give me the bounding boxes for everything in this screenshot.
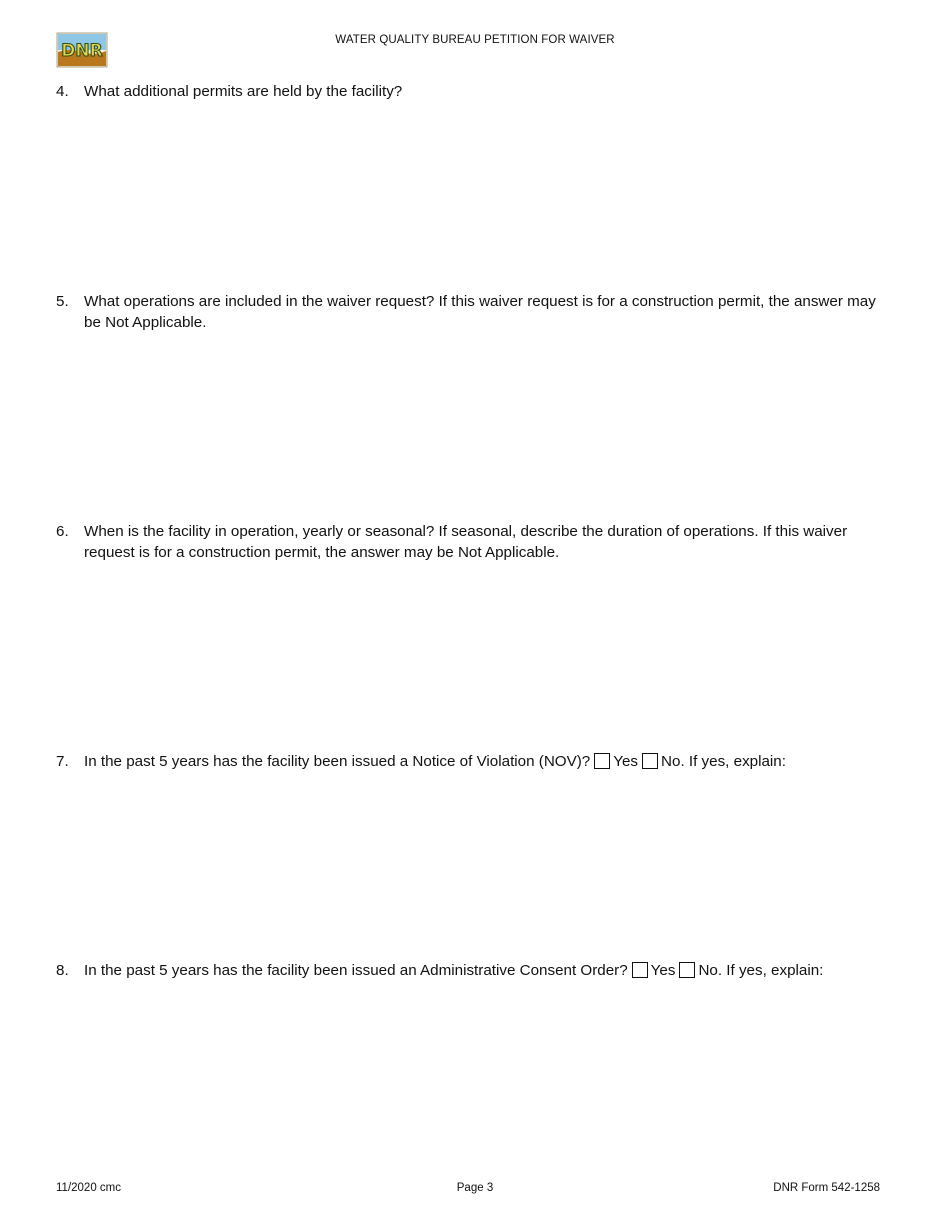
question-7 (56, 751, 886, 772)
question-text (84, 960, 886, 981)
question-8 (56, 960, 886, 981)
question-5 (56, 291, 886, 333)
page-header-title: WATER QUALITY BUREAU PETITION FOR WAIVER (335, 34, 615, 46)
yes-label: Yes (613, 753, 639, 770)
question-prompt: In the past 5 years has the facility been issued an Administrative Consent Order? (84, 962, 628, 979)
footer-page-number: Page 3 (456, 1182, 494, 1194)
question-number: 6. (56, 523, 69, 540)
question-6 (56, 521, 886, 563)
question-number: 7. (56, 753, 69, 770)
nov-no-checkbox[interactable] (642, 753, 658, 769)
aco-no-checkbox[interactable] (679, 962, 695, 978)
question-number: 5. (56, 293, 69, 310)
question-text (84, 751, 886, 772)
aco-yes-checkbox[interactable] (632, 962, 648, 978)
nov-yes-checkbox[interactable] (594, 753, 610, 769)
no-label: No. If yes, explain: (661, 753, 786, 770)
question-prompt: In the past 5 years has the facility been issued a Notice of Violation (NOV)? (84, 753, 591, 770)
yes-label: Yes (650, 962, 676, 979)
question-number: 8. (56, 962, 69, 979)
footer-form-number: DNR Form 542-1258 (773, 1182, 880, 1194)
no-label: No. If yes, explain: (698, 962, 824, 979)
footer-revision: 11/2020 cmc (56, 1182, 121, 1194)
question-text: What operations are included in the waiver request? If this waiver request is for a construction permit, the answer may be Not Applicable. (84, 293, 876, 331)
question-text: When is the facility in operation, yearly or seasonal? If seasonal, describe the duration of operations. If this waiver request is for a construction permit, the answer may be Not Applicable. (84, 523, 848, 561)
question-number: 4. (56, 83, 69, 100)
logo-text: DNR (61, 41, 103, 61)
question-4 (56, 81, 886, 102)
question-text: What additional permits are held by the facility? (84, 83, 403, 100)
